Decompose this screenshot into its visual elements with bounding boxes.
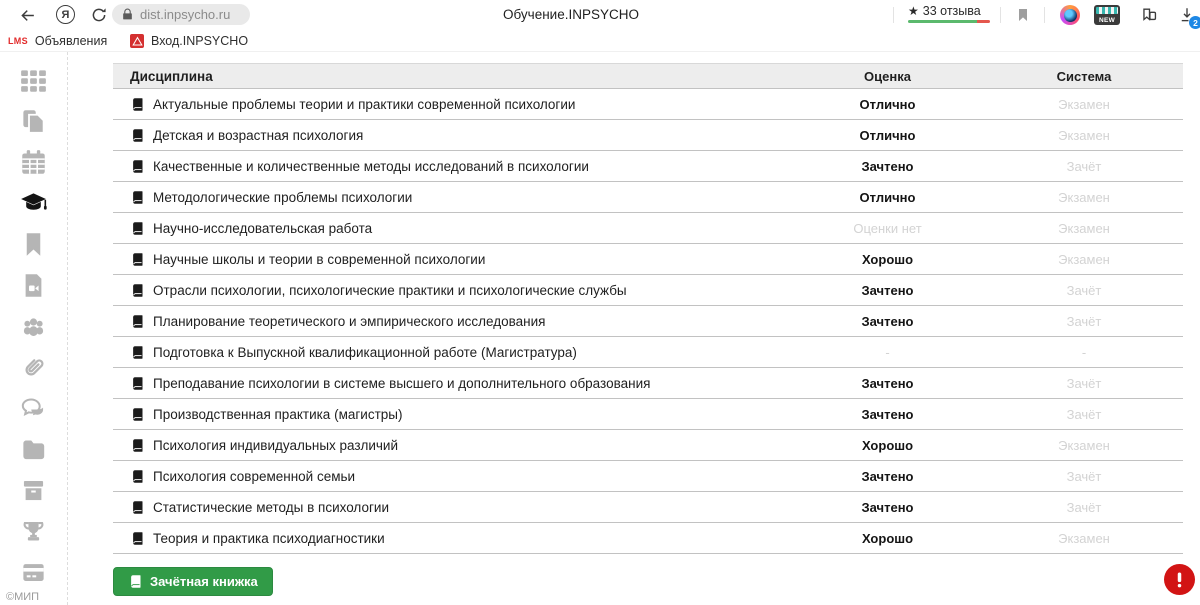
- address-bar[interactable]: [112, 4, 250, 25]
- sidebar-item-documents[interactable]: [20, 107, 48, 135]
- table-row: [113, 492, 1183, 523]
- system-value: Зачёт: [1066, 406, 1102, 422]
- sidebar-item-users[interactable]: [20, 312, 48, 340]
- discipline-name: Отрасли психологии, психологические практики и психологические службы: [153, 282, 627, 298]
- discipline-link[interactable]: [113, 531, 790, 546]
- system-value: -: [1081, 344, 1087, 360]
- book-icon: [130, 407, 145, 422]
- discipline-link[interactable]: [113, 128, 790, 143]
- column-system: Система: [1056, 68, 1112, 84]
- new-badge-label: NEW: [1098, 17, 1116, 24]
- browser-toolbar: [0, 0, 1200, 30]
- system-value: Зачёт: [1066, 282, 1102, 298]
- discipline-link[interactable]: [113, 345, 790, 360]
- grade-value: Хорошо: [861, 530, 914, 546]
- extension-icon-inner: [1064, 9, 1077, 22]
- discipline-link[interactable]: [113, 469, 790, 484]
- bookmark-lms[interactable]: [8, 30, 107, 52]
- discipline-name: Производственная практика (магистры): [153, 406, 403, 422]
- system-value: Зачёт: [1066, 375, 1102, 391]
- grade-value: Зачтено: [861, 282, 914, 298]
- table-row: [113, 306, 1183, 337]
- url-text: dist.inpsycho.ru: [140, 7, 231, 22]
- book-icon: [130, 500, 145, 515]
- system-value: Экзамен: [1058, 437, 1110, 453]
- star-icon: ★: [908, 4, 919, 18]
- card-icon: [20, 559, 47, 586]
- page-title: Обучение.INPSYCHO: [503, 7, 639, 22]
- grade-value: Отлично: [859, 127, 916, 143]
- mip-favicon: [130, 34, 144, 48]
- grade-value: Отлично: [859, 189, 916, 205]
- book-icon: [130, 376, 145, 391]
- sidebar-item-trophy[interactable]: [20, 517, 48, 545]
- grade-book-button[interactable]: [113, 567, 273, 596]
- table-row: [113, 244, 1183, 275]
- sidebar-item-video-file[interactable]: [20, 271, 48, 299]
- new-feature-art: [1096, 7, 1118, 14]
- book-icon: [130, 190, 145, 205]
- table-row: [113, 213, 1183, 244]
- book-icon: [130, 159, 145, 174]
- book-icon: [130, 314, 145, 329]
- discipline-name: Психология современной семьи: [153, 468, 356, 484]
- book-icon: [130, 531, 145, 546]
- discipline-name: Теория и практика психодиагностики: [153, 530, 385, 546]
- book-icon: [130, 438, 145, 453]
- discipline-link[interactable]: [113, 438, 790, 453]
- extension-icon[interactable]: [1060, 5, 1080, 25]
- table-row: [113, 89, 1183, 120]
- calendar-icon: [20, 149, 47, 176]
- system-value: Зачёт: [1066, 313, 1102, 329]
- refresh-icon[interactable]: [88, 4, 110, 26]
- table-header: [113, 63, 1183, 89]
- grade-value: Зачтено: [861, 313, 914, 329]
- grade-value: Отлично: [859, 96, 916, 112]
- discipline-name: Научные школы и теории в современной психологии: [153, 251, 486, 267]
- lock-icon: [121, 8, 134, 21]
- sidebar-menu: [0, 66, 67, 586]
- column-discipline: Дисциплина: [130, 68, 213, 84]
- table-row: [113, 275, 1183, 306]
- discipline-name: Научно-исследовательская работа: [153, 220, 373, 236]
- table-body: [113, 89, 1183, 554]
- toolbar-divider: [1044, 7, 1045, 23]
- downloads-count-badge: 2: [1189, 16, 1200, 29]
- yandex-icon[interactable]: Я: [56, 5, 75, 24]
- grade-value: -: [885, 344, 890, 360]
- grade-value: Зачтено: [861, 158, 914, 174]
- system-value: Экзамен: [1058, 96, 1110, 112]
- sidebar-item-graduation-cap[interactable]: [20, 189, 48, 217]
- folder-icon: [20, 436, 47, 463]
- table-row: [113, 399, 1183, 430]
- discipline-link[interactable]: [113, 283, 790, 298]
- grade-book-button-label: Зачётная книжка: [150, 574, 258, 589]
- discipline-name: Преподавание психологии в системе высшего и дополнительного образования: [153, 375, 651, 391]
- book-icon: [130, 128, 145, 143]
- sidebar-item-bookmark[interactable]: [20, 230, 48, 258]
- lms-favicon: LMS: [8, 36, 28, 46]
- sidebar-footer: ©МИП: [6, 591, 40, 603]
- book-icon: [130, 252, 145, 267]
- grade-value: Хорошо: [861, 251, 914, 267]
- book-icon: [130, 283, 145, 298]
- video-file-icon: [20, 272, 47, 299]
- toolbar-divider: [893, 7, 894, 23]
- discipline-link[interactable]: [113, 97, 790, 112]
- grade-value: Зачтено: [861, 375, 914, 391]
- system-value: Зачёт: [1066, 468, 1102, 484]
- sidebar-item-archive[interactable]: [20, 476, 48, 504]
- paperclip-icon: [20, 354, 47, 381]
- book-icon: [130, 221, 145, 236]
- table-row: [113, 461, 1183, 492]
- bookmark-flag-icon[interactable]: [1012, 4, 1034, 26]
- system-value: Экзамен: [1058, 189, 1110, 205]
- archive-icon: [20, 477, 47, 504]
- discipline-name: Психология индивидуальных различий: [153, 437, 398, 453]
- system-value: Экзамен: [1058, 251, 1110, 267]
- discipline-name: Статистические методы в психологии: [153, 499, 389, 515]
- sidebar-item-card[interactable]: [20, 558, 48, 586]
- table-row: [113, 368, 1183, 399]
- sidebar-item-calendar[interactable]: [20, 148, 48, 176]
- table-row: [113, 523, 1183, 554]
- sidebar-item-paperclip[interactable]: [20, 353, 48, 381]
- discipline-name: Планирование теоретического и эмпирического исследования: [153, 313, 546, 329]
- sidebar-item-grid[interactable]: [20, 66, 48, 94]
- chat-icon: [20, 395, 47, 422]
- system-value: Экзамен: [1058, 220, 1110, 236]
- discipline-name: Методологические проблемы психологии: [153, 189, 413, 205]
- discipline-name: Актуальные проблемы теории и практики современной психологии: [153, 96, 576, 112]
- sidebar: [0, 52, 68, 605]
- system-value: Экзамен: [1058, 127, 1110, 143]
- system-value: Экзамен: [1058, 530, 1110, 546]
- discipline-name: Качественные и количественные методы исследований в психологии: [153, 158, 589, 174]
- bookmark-icon: [20, 231, 47, 258]
- site-reviews[interactable]: [908, 4, 990, 23]
- grade-value: Зачтено: [861, 406, 914, 422]
- table-row: [113, 430, 1183, 461]
- sidebar-item-chat[interactable]: [20, 394, 48, 422]
- table-row: [113, 337, 1183, 368]
- grid-icon: [20, 67, 47, 94]
- book-icon: [130, 97, 145, 112]
- system-value: Зачёт: [1066, 158, 1102, 174]
- bookmark-label: Вход.INPSYCHO: [151, 34, 249, 48]
- discipline-link[interactable]: [113, 190, 790, 205]
- alert-icon[interactable]: [1164, 564, 1195, 595]
- bookmarks-bar: [0, 30, 1200, 52]
- discipline-link[interactable]: [113, 500, 790, 515]
- grade-value: Зачтено: [861, 499, 914, 515]
- book-icon: [130, 345, 145, 360]
- grades-table: [113, 63, 1183, 554]
- back-icon[interactable]: [16, 4, 38, 26]
- collections-icon[interactable]: [1138, 4, 1160, 26]
- grade-value: Оценки нет: [853, 220, 922, 236]
- reviews-rating-bar: [908, 20, 990, 23]
- trophy-icon: [20, 518, 47, 545]
- new-feature-icon[interactable]: [1094, 5, 1120, 25]
- documents-icon: [20, 108, 47, 135]
- users-icon: [20, 313, 47, 340]
- discipline-link[interactable]: [113, 252, 790, 267]
- toolbar-divider: [1000, 7, 1001, 23]
- table-row: [113, 182, 1183, 213]
- grade-value: Хорошо: [861, 437, 914, 453]
- book-icon: [130, 469, 145, 484]
- discipline-link[interactable]: [113, 314, 790, 329]
- sidebar-item-folder[interactable]: [20, 435, 48, 463]
- table-row: [113, 151, 1183, 182]
- graduation-cap-icon: [20, 190, 47, 217]
- column-grade: Оценка: [864, 68, 911, 84]
- discipline-link[interactable]: [113, 407, 790, 422]
- bookmark-label: Объявления: [34, 34, 108, 48]
- grade-value: Зачтено: [861, 468, 914, 484]
- bookmark-inpsycho[interactable]: [130, 30, 248, 52]
- discipline-link[interactable]: [113, 376, 790, 391]
- discipline-name: Подготовка к Выпускной квалификационной работе (Магистратура): [153, 344, 577, 360]
- discipline-link[interactable]: [113, 159, 790, 174]
- reviews-count: 33 отзыва: [922, 4, 981, 18]
- exclamation-icon: [1169, 569, 1190, 590]
- system-value: Зачёт: [1066, 499, 1102, 515]
- discipline-name: Детская и возрастная психология: [153, 127, 364, 143]
- discipline-link[interactable]: [113, 221, 790, 236]
- table-row: [113, 120, 1183, 151]
- book-icon: [128, 574, 143, 589]
